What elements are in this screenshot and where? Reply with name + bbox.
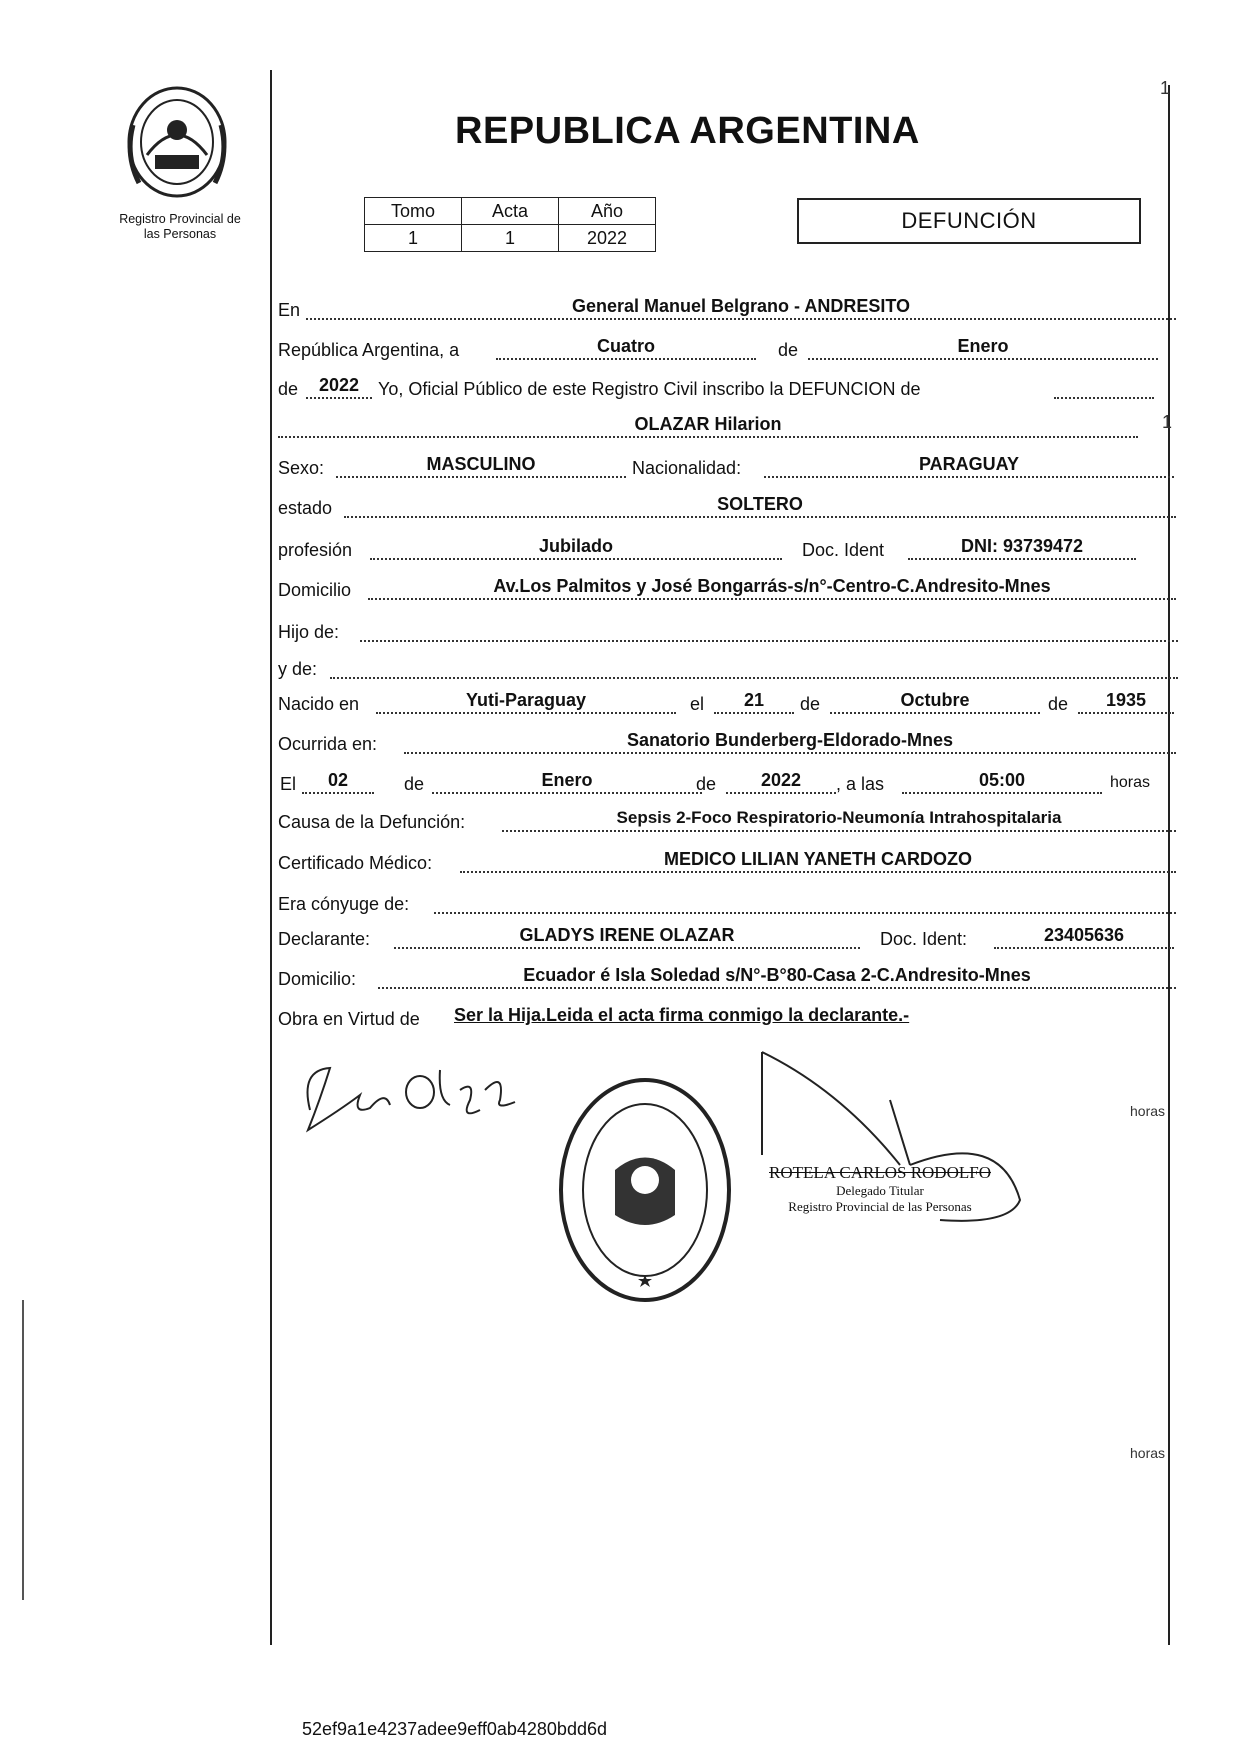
row-domicilio2: [278, 965, 1178, 995]
row-fecha-def: [278, 770, 1178, 800]
nac-dia-field: 21: [714, 690, 794, 714]
province-crest-icon: [125, 85, 230, 200]
nac-de-label: de: [800, 694, 821, 714]
sexo-label: Sexo:: [278, 458, 325, 478]
margin-horas-1: horas: [1130, 1103, 1166, 1119]
el2-label: El: [280, 774, 297, 794]
crest-caption: [100, 212, 260, 242]
nacionalidad-field: PARAGUAY: [764, 454, 1174, 478]
row-certificado: [278, 849, 1178, 879]
el-label: el: [690, 694, 705, 714]
def-de2-label: de: [696, 774, 717, 794]
declarante-field: GLADYS IRENE OLAZAR: [394, 925, 860, 949]
profesion-field: Jubilado: [370, 536, 782, 560]
hijo-label: Hijo de:: [278, 622, 340, 642]
doc-label: Doc. Ident: [802, 540, 885, 560]
obra-label: Obra en Virtud de: [278, 1009, 420, 1029]
ocurrida-label: Ocurrida en:: [278, 734, 378, 754]
de-label: de: [778, 340, 799, 360]
margin-mark-2: 1: [1162, 412, 1173, 432]
def-anio-field: 2022: [726, 770, 836, 794]
certificado-label: Certificado Médico:: [278, 853, 433, 873]
doc2-field: 23405636: [994, 925, 1174, 949]
def-mes-field: Enero: [432, 770, 702, 794]
declarante-label: Declarante:: [278, 929, 371, 949]
nombre-field: OLAZAR Hilarion: [278, 414, 1138, 438]
crest-caption-line2: las Personas: [143, 227, 217, 241]
def-dia-field: 02: [302, 770, 374, 794]
tomo-value: 1: [365, 225, 462, 252]
nac-de2-label: de: [1048, 694, 1069, 714]
margin-mark-1: 1: [1160, 78, 1171, 98]
nacionalidad-label: Nacionalidad:: [632, 458, 742, 478]
document-hash: 52ef9a1e4237adee9eff0ab4280bdd6d: [302, 1719, 607, 1739]
page-title: REPUBLICA ARGENTINA: [455, 110, 920, 152]
yde-label: y de:: [278, 659, 318, 679]
ocurrida-field: Sanatorio Bunderberg-Eldorado-Mnes: [404, 730, 1176, 754]
acta-header: Acta: [462, 198, 559, 225]
row-fecha: [278, 336, 1178, 366]
causa-label: Causa de la Defunción:: [278, 812, 466, 832]
row-nacido: [278, 690, 1178, 720]
doc2-label: Doc. Ident:: [880, 929, 968, 949]
official-title: Delegado Titular: [836, 1183, 924, 1198]
doc-field: DNI: 93739472: [908, 536, 1136, 560]
sexo-field: MASCULINO: [336, 454, 626, 478]
row-obra: [278, 1005, 1178, 1035]
official-block: [760, 1163, 1000, 1215]
declarant-signature-icon: [290, 1050, 530, 1140]
registry-seal-icon: [555, 1075, 735, 1305]
causa-field: Sepsis 2-Foco Respiratorio-Neumonía Intrahospitalaria: [502, 808, 1176, 832]
hijo-field: [360, 618, 1178, 642]
crest-caption-line1: Registro Provincial de: [119, 212, 241, 226]
anio-field: 2022: [306, 375, 372, 399]
en-label: En: [278, 300, 301, 320]
profesion-label: profesión: [278, 540, 353, 560]
official-org: Registro Provincial de las Personas: [788, 1199, 972, 1214]
nacido-field: Yuti-Paraguay: [376, 690, 676, 714]
def-hora-field: 05:00: [902, 770, 1102, 794]
mes-field: Enero: [808, 336, 1158, 360]
row-ocurrida: [278, 730, 1178, 760]
domicilio-field: Av.Los Palmitos y José Bongarrás-s/n°-Centro-C.Andresito-Mnes: [368, 576, 1176, 600]
domicilio-label: Domicilio: [278, 580, 352, 600]
row-conyuge: [278, 890, 1178, 920]
dia-field: Cuatro: [496, 336, 756, 360]
row-en: [278, 296, 1178, 326]
certificado-field: MEDICO LILIAN YANETH CARDOZO: [460, 849, 1176, 873]
row-declarante: [278, 925, 1178, 955]
tomo-header: Tomo: [365, 198, 462, 225]
republica-label: República Argentina, a: [278, 340, 460, 360]
row-yde: [278, 655, 1178, 685]
registry-table: [364, 197, 656, 252]
row-inscribo: [278, 375, 1178, 405]
inscribo-trailing-field: [1054, 375, 1154, 399]
record-type-box: DEFUNCIÓN: [797, 198, 1141, 244]
row-nombre: [278, 414, 1178, 444]
row-hijo: [278, 618, 1178, 648]
row-causa: [278, 808, 1178, 838]
conyuge-label: Era cónyuge de:: [278, 894, 410, 914]
nac-mes-field: Octubre: [830, 690, 1040, 714]
estado-field: SOLTERO: [344, 494, 1176, 518]
yde-field: [330, 655, 1178, 679]
de2-label: de: [278, 379, 299, 399]
domicilio2-label: Domicilio:: [278, 969, 357, 989]
estado-label: estado: [278, 498, 333, 518]
row-sexo: [278, 454, 1178, 484]
row-estado: [278, 494, 1178, 524]
anio-value: 2022: [559, 225, 656, 252]
horas-label: horas: [1110, 774, 1151, 791]
acta-value: 1: [462, 225, 559, 252]
row-profesion: [278, 536, 1178, 566]
inscribo-text: Yo, Oficial Público de este Registro Civil inscribo la DEFUNCION de: [378, 379, 921, 399]
def-de-label: de: [404, 774, 425, 794]
anio-header: Año: [559, 198, 656, 225]
nac-anio-field: 1935: [1078, 690, 1174, 714]
conyuge-field: [434, 890, 1176, 914]
margin-horas-2: horas: [1130, 1445, 1166, 1461]
en-field: General Manuel Belgrano - ANDRESITO: [306, 296, 1176, 320]
nacido-label: Nacido en: [278, 694, 360, 714]
official-name: ROTELA CARLOS RODOLFO: [769, 1163, 991, 1182]
domicilio2-field: Ecuador é Isla Soledad s/N°-B°80-Casa 2-C.Andresito-Mnes: [378, 965, 1176, 989]
alas-label: , a las: [836, 774, 885, 794]
row-domicilio: [278, 576, 1178, 606]
obra-field: Ser la Hija.Leida el acta firma conmigo la declarante.-: [454, 1005, 910, 1025]
